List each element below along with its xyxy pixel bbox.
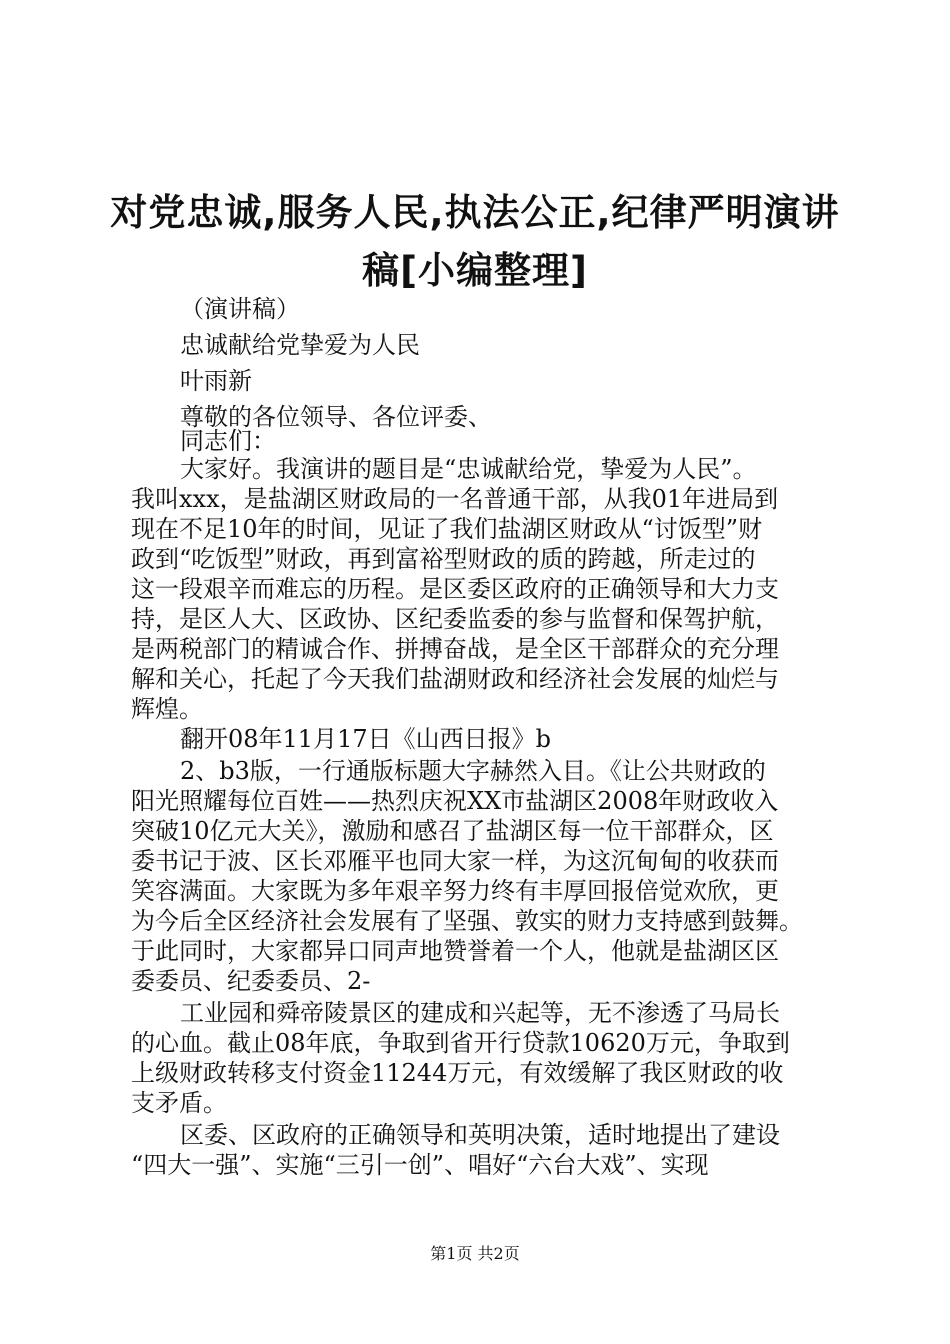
body-line: 政到“吃饭型”财政，再到富裕型财政的质的跨越，所走过的 [131,545,756,573]
page-footer: 第1页 共2页 [430,1244,520,1263]
body-line: 持，是区人大、区政协、区纪委监委的参与监督和保驾护航， [131,605,779,633]
body-line: 区委、区政府的正确领导和英明决策，适时地提出了建设 [180,1121,780,1149]
meta-line: （演讲稿） [180,295,300,323]
body-line: 阳光照耀每位百姓——热烈庆祝XX市盐湖区2008年财政收入 [131,787,779,815]
body-line: 工业园和舜帝陵景区的建成和兴起等，无不渗透了马局长 [180,999,780,1027]
meta-line: 叶雨新 [180,367,252,395]
meta-line: 尊敬的各位领导、各位评委、 [180,403,492,431]
meta-line: 同志们： [180,427,276,455]
body-line: 大家好。我演讲的题目是“忠诚献给党，挚爱为人民”。 [180,455,757,483]
body-line: 解和关心，托起了今天我们盐湖财政和经济社会发展的灿烂与 [131,665,779,693]
body-line: 笑容满面。大家既为多年艰辛努力终有丰厚回报倍觉欢欣，更 [131,877,779,905]
body-line: 上级财政转移支付资金11244万元，有效缓解了我区财政的收 [131,1059,784,1087]
title-line-2: 稿[小编整理] [362,249,588,292]
body-line: 现在不足10年的时间，见证了我们盐湖区财政从“讨饭型”财 [131,515,763,543]
body-line: 是两税部门的精诚合作、拼搏奋战，是全区干部群众的充分理 [131,635,779,663]
body-line: 支矛盾。 [131,1089,227,1117]
title-line-1: 对党忠诚,服务人民,执法公正,纪律严明演讲 [110,191,840,234]
body-line: 突破10亿元大关》，激励和感召了盐湖区每一位干部群众，区 [131,817,774,845]
body-line: 的心血。截止08年底，争取到省开行贷款10620万元，争取到 [131,1029,790,1057]
body-line: 为今后全区经济社会发展有了坚强、敦实的财力支持感到鼓舞。 [131,907,803,935]
body-line: 我叫xxx，是盐湖区财政局的一名普通干部，从我01年进局到 [131,485,779,513]
document-title [100,184,850,300]
body-line: 委委员、纪委委员、2- [131,967,371,995]
body-line: 翻开08年11月17日《山西日报》b [180,725,551,753]
meta-line: 忠诚献给党挚爱为人民 [180,331,420,359]
body-line: 于此同时，大家都异口同声地赞誉着一个人，他就是盐湖区区 [131,937,779,965]
body-line: “四大一强”、实施“三引一创”、唱好“六台大戏”、实现 [131,1151,709,1179]
body-line: 辉煌。 [131,695,203,723]
body-line: 委书记于波、区长邓雁平也同大家一样，为这沉甸甸的收获而 [131,847,779,875]
body-line: 这一段艰辛而难忘的历程。是区委区政府的正确领导和大力支 [131,575,779,603]
body-line: 2、b3版，一行通版标题大字赫然入目。《让公共财政的 [180,757,766,785]
